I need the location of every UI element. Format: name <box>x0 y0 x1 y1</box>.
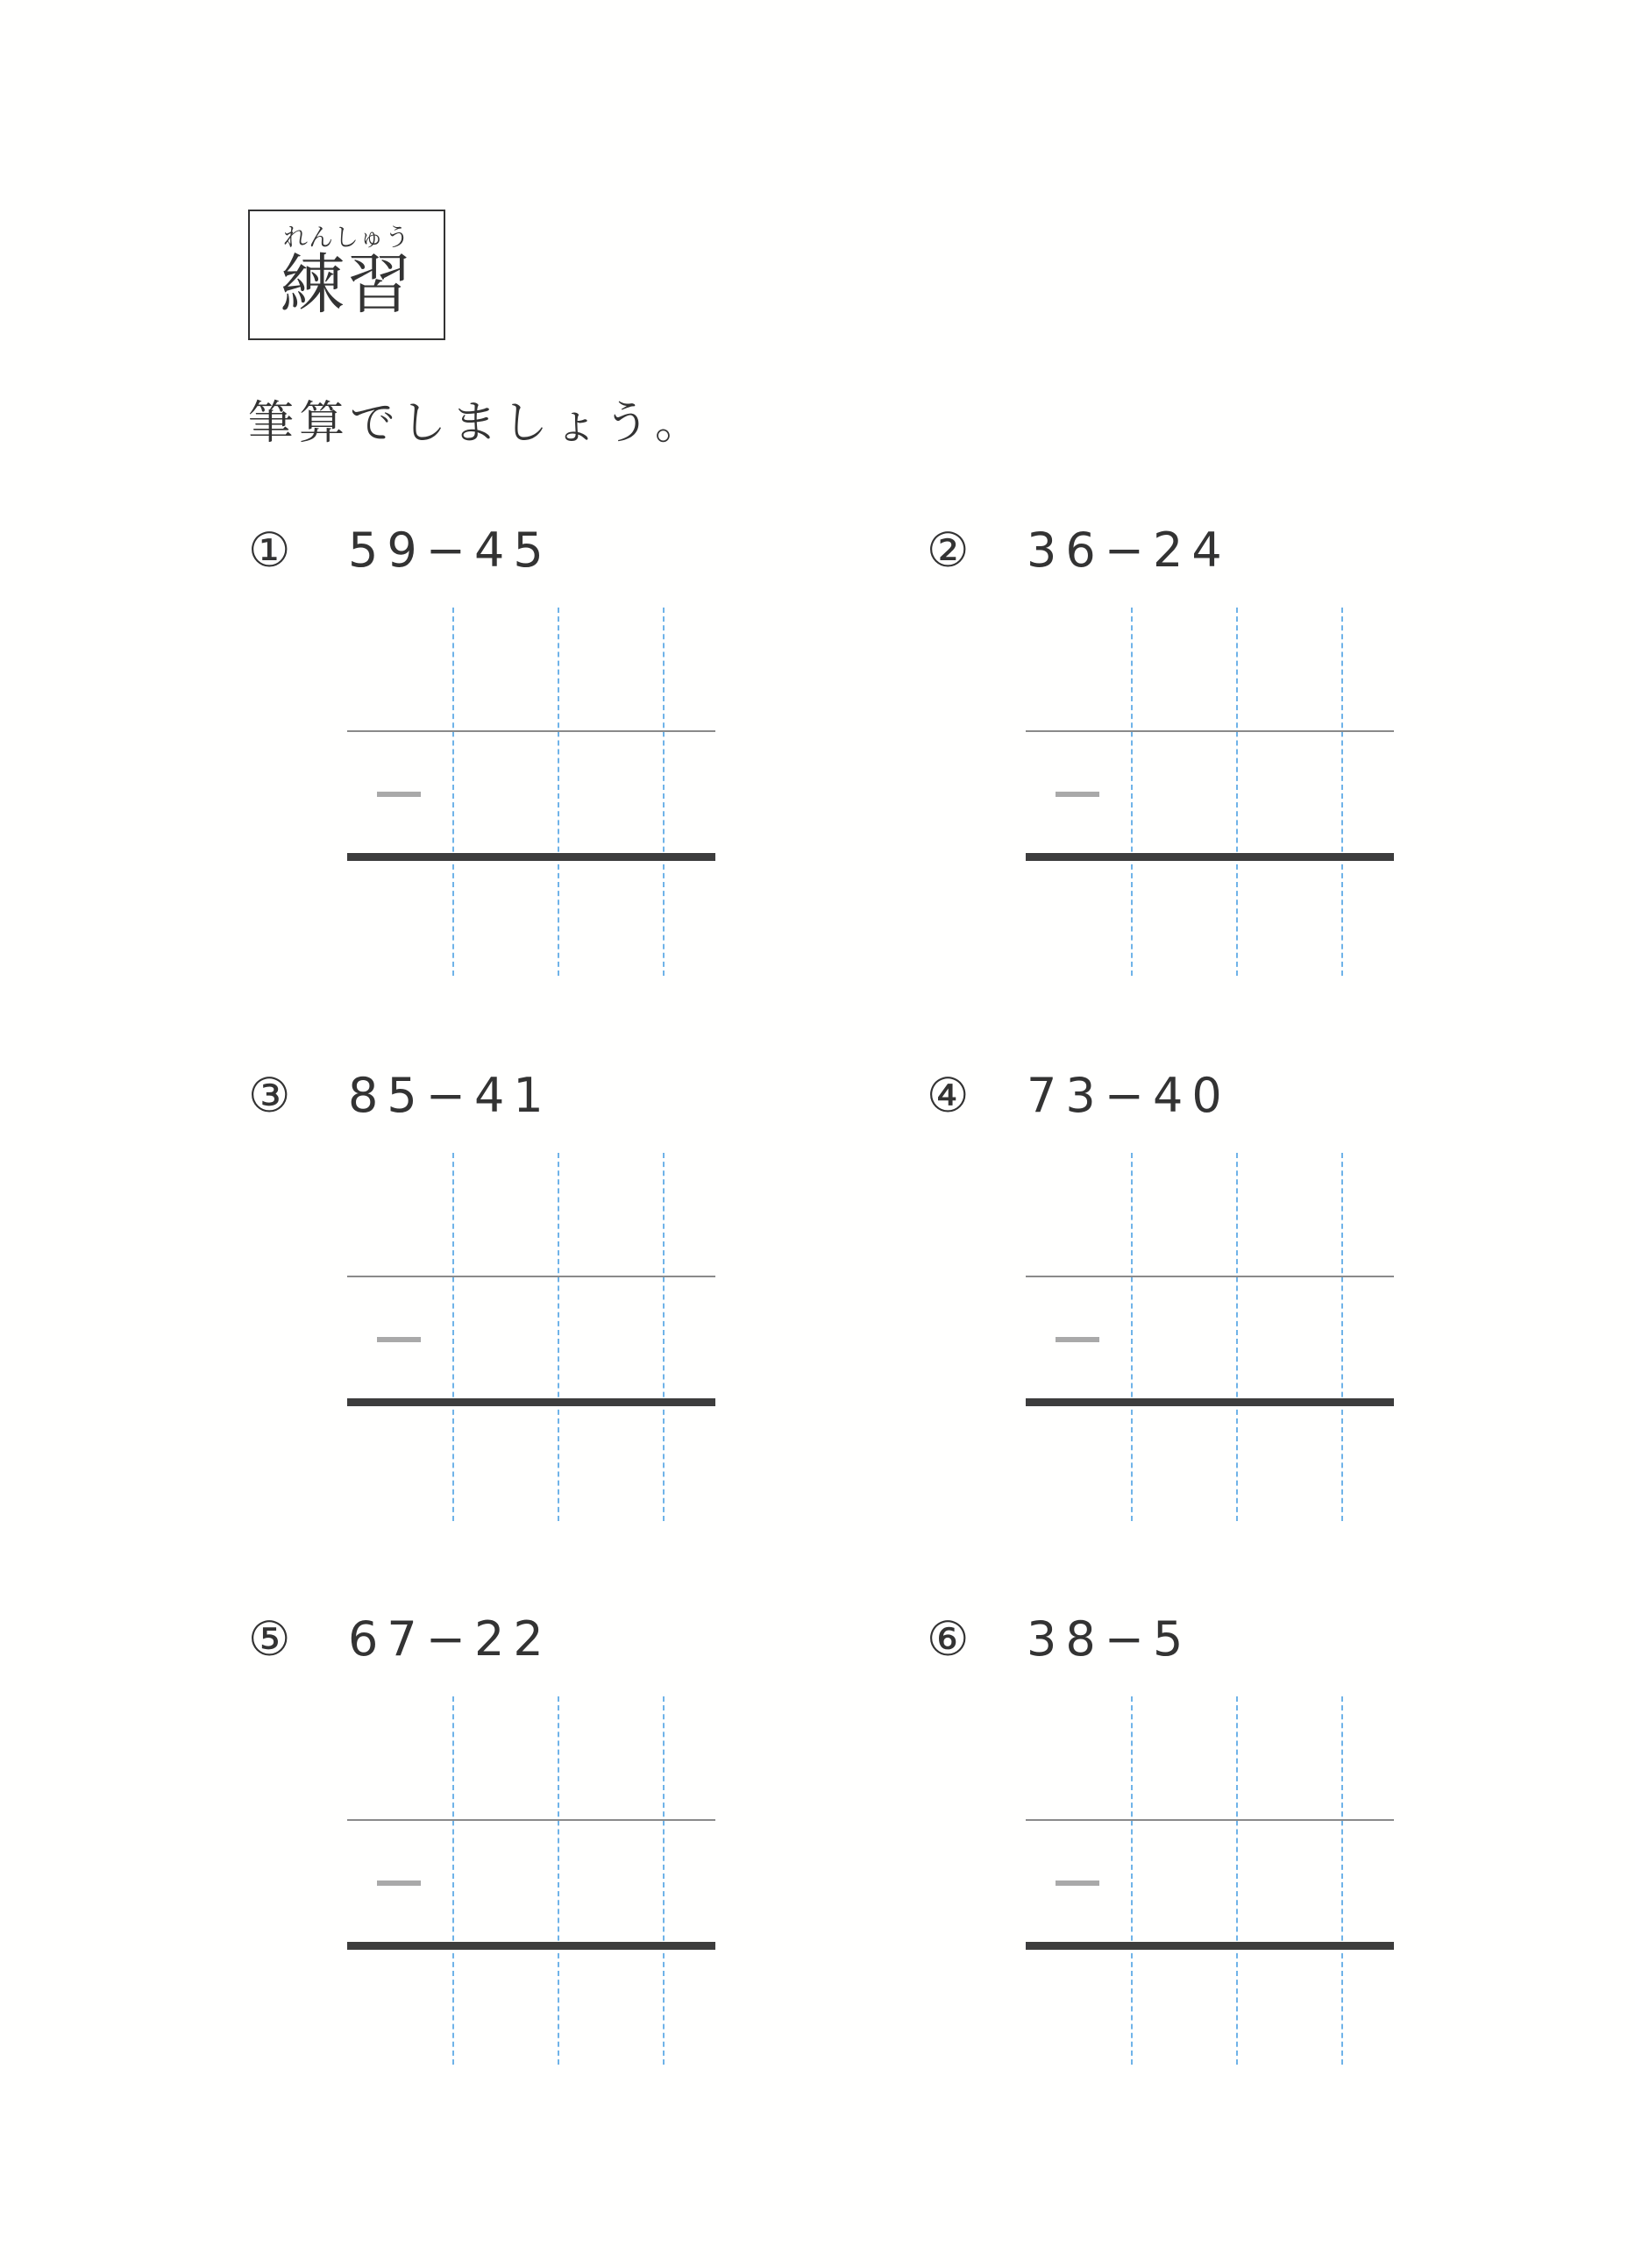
operand-separator-line <box>347 1276 715 1277</box>
problem-expression: 38−5 <box>1027 1611 1192 1667</box>
problem-4 <box>927 1065 1488 1556</box>
problem-number: ② <box>927 523 970 578</box>
title-box <box>248 210 445 340</box>
answer-line <box>347 853 715 861</box>
minus-sign-mark <box>1056 1881 1099 1886</box>
problem-5 <box>248 1609 809 2100</box>
guide-line <box>1236 608 1238 976</box>
guide-line <box>1236 1696 1238 2065</box>
answer-grid[interactable] <box>347 608 715 976</box>
problem-expression: 67−22 <box>348 1611 552 1667</box>
guide-line <box>663 1153 665 1521</box>
guide-line <box>663 608 665 976</box>
guide-line <box>1131 1153 1133 1521</box>
page-title: 練習 <box>280 247 414 323</box>
instruction-text: 筆算でしましょう。 <box>248 397 707 450</box>
guide-line <box>558 608 559 976</box>
title-ruby: れんしゅう <box>282 223 410 252</box>
minus-sign-mark <box>1056 1337 1099 1342</box>
guide-line <box>558 1153 559 1521</box>
minus-sign-mark <box>377 1337 421 1342</box>
guide-line <box>452 1153 454 1521</box>
answer-grid[interactable] <box>1026 1153 1394 1521</box>
guide-line <box>1341 1696 1343 2065</box>
answer-line <box>1026 853 1394 861</box>
guide-line <box>452 608 454 976</box>
minus-sign-mark <box>1056 792 1099 797</box>
problem-number: ③ <box>248 1068 291 1123</box>
problem-number: ⑤ <box>248 1611 291 1667</box>
answer-line <box>1026 1398 1394 1406</box>
operand-separator-line <box>347 1819 715 1821</box>
minus-sign-mark <box>377 1881 421 1886</box>
problem-2 <box>927 520 1488 1011</box>
guide-line <box>1131 608 1133 976</box>
operand-separator-line <box>1026 1819 1394 1821</box>
answer-grid[interactable] <box>347 1153 715 1521</box>
guide-line <box>558 1696 559 2065</box>
problem-1 <box>248 520 809 1011</box>
guide-line <box>1236 1153 1238 1521</box>
answer-line <box>1026 1942 1394 1950</box>
operand-separator-line <box>347 730 715 732</box>
answer-grid[interactable] <box>347 1696 715 2065</box>
guide-line <box>1131 1696 1133 2065</box>
problem-number: ① <box>248 523 291 578</box>
operand-separator-line <box>1026 1276 1394 1277</box>
guide-line <box>452 1696 454 2065</box>
problem-expression: 73−40 <box>1027 1068 1231 1123</box>
problem-number: ⑥ <box>927 1611 970 1667</box>
answer-grid[interactable] <box>1026 608 1394 976</box>
guide-line <box>663 1696 665 2065</box>
answer-line <box>347 1942 715 1950</box>
problem-expression: 85−41 <box>348 1068 552 1123</box>
problem-number: ④ <box>927 1068 970 1123</box>
problem-6 <box>927 1609 1488 2100</box>
minus-sign-mark <box>377 792 421 797</box>
guide-line <box>1341 608 1343 976</box>
guide-line <box>1341 1153 1343 1521</box>
problem-expression: 36−24 <box>1027 523 1231 578</box>
answer-grid[interactable] <box>1026 1696 1394 2065</box>
operand-separator-line <box>1026 730 1394 732</box>
problem-3 <box>248 1065 809 1556</box>
problem-expression: 59−45 <box>348 523 552 578</box>
answer-line <box>347 1398 715 1406</box>
